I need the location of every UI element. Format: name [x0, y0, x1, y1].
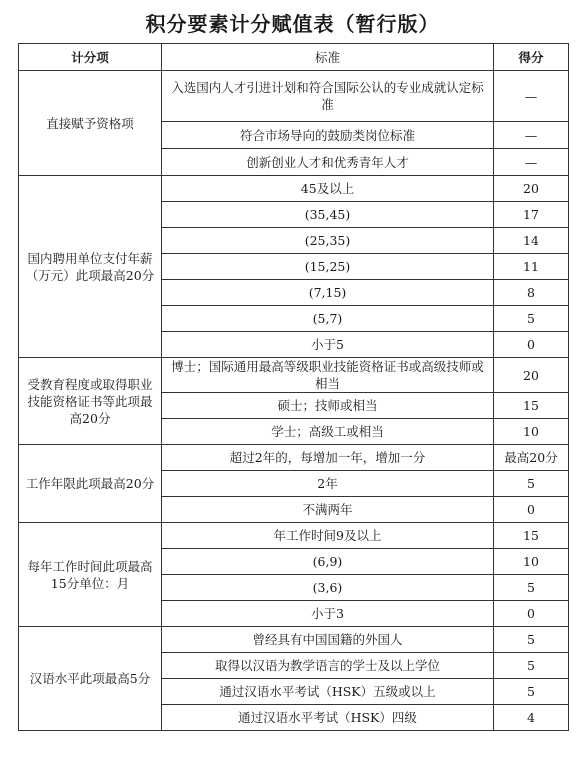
- score-cell: 11: [494, 254, 569, 280]
- score-cell: 5: [494, 627, 569, 653]
- table-row: [19, 71, 569, 122]
- score-cell: 20: [494, 176, 569, 202]
- standard-cell: 不满两年: [162, 497, 494, 523]
- header-score: 得分: [494, 44, 569, 71]
- standard-cell: 2年: [162, 471, 494, 497]
- section-item-work-years: 工作年限此项最高20分: [19, 445, 162, 523]
- standard-cell: 超过2年的，每增加一年，增加一分: [162, 445, 494, 471]
- header-row: [19, 44, 569, 71]
- header-item: 计分项: [19, 44, 162, 71]
- score-cell: 5: [494, 306, 569, 332]
- score-cell: 5: [494, 471, 569, 497]
- score-cell: —: [494, 71, 569, 122]
- standard-cell: (25,35): [162, 228, 494, 254]
- header-standard: 标准: [162, 44, 494, 71]
- standard-cell: 符合市场导向的鼓励类岗位标准: [162, 122, 494, 149]
- standard-cell: 博士；国际通用最高等级职业技能资格证书或高级技师或相当: [162, 358, 494, 393]
- score-cell: 0: [494, 497, 569, 523]
- table-row: [19, 445, 569, 471]
- table-title: 积分要素计分赋值表（暂行版）: [145, 12, 440, 36]
- standard-cell: 45及以上: [162, 176, 494, 202]
- standard-cell: (3,6): [162, 575, 494, 601]
- score-cell: 8: [494, 280, 569, 306]
- standard-cell: 取得以汉语为教学语言的学士及以上学位: [162, 653, 494, 679]
- table-row: [19, 358, 569, 393]
- score-cell: 4: [494, 705, 569, 731]
- score-cell: 0: [494, 332, 569, 358]
- section-item-annual-work-time: 每年工作时间此项最高15分单位：月: [19, 523, 162, 627]
- score-cell: —: [494, 122, 569, 149]
- standard-cell: (15,25): [162, 254, 494, 280]
- score-cell: 17: [494, 202, 569, 228]
- standard-cell: (6,9): [162, 549, 494, 575]
- standard-cell: 年工作时间9及以上: [162, 523, 494, 549]
- standard-cell: 曾经具有中国国籍的外国人: [162, 627, 494, 653]
- standard-cell: (7,15): [162, 280, 494, 306]
- standard-cell: 小于5: [162, 332, 494, 358]
- standard-cell: 创新创业人才和优秀青年人才: [162, 149, 494, 176]
- standard-cell: 入选国内人才引进计划和符合国际公认的专业成就认定标准: [162, 71, 494, 122]
- table-row: [19, 523, 569, 549]
- score-cell: 14: [494, 228, 569, 254]
- standard-cell: (35,45): [162, 202, 494, 228]
- table-row: [19, 176, 569, 202]
- score-cell: —: [494, 149, 569, 176]
- score-cell: 20: [494, 358, 569, 393]
- score-cell: 10: [494, 419, 569, 445]
- table-row: [19, 627, 569, 653]
- standard-cell: 小于3: [162, 601, 494, 627]
- score-cell: 最高20分: [494, 445, 569, 471]
- score-cell: 15: [494, 523, 569, 549]
- section-item-chinese-level: 汉语水平此项最高5分: [19, 627, 162, 731]
- section-item-direct-qualification: 直接赋予资格项: [19, 71, 162, 176]
- score-cell: 10: [494, 549, 569, 575]
- standard-cell: 硕士；技师或相当: [162, 393, 494, 419]
- standard-cell: 学士；高级工或相当: [162, 419, 494, 445]
- standard-cell: 通过汉语水平考试（HSK）四级: [162, 705, 494, 731]
- section-item-education: 受教育程度或取得职业技能资格证书等此项最高20分: [19, 358, 162, 445]
- section-item-annual-salary: 国内聘用单位支付年薪（万元）此项最高20分: [19, 176, 162, 358]
- scoring-table: [18, 43, 569, 731]
- score-cell: 5: [494, 575, 569, 601]
- score-cell: 15: [494, 393, 569, 419]
- standard-cell: 通过汉语水平考试（HSK）五级或以上: [162, 679, 494, 705]
- score-cell: 0: [494, 601, 569, 627]
- score-cell: 5: [494, 653, 569, 679]
- score-cell: 5: [494, 679, 569, 705]
- standard-cell: (5,7): [162, 306, 494, 332]
